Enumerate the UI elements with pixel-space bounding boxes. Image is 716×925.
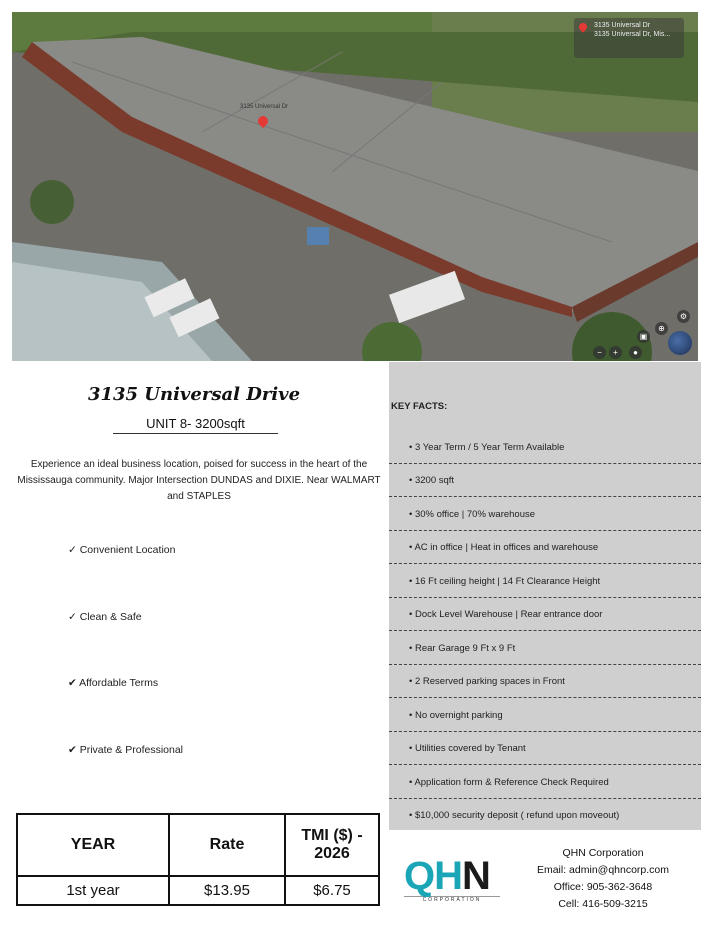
key-fact-text: • $10,000 security deposit ( refund upon moveout) [409, 810, 620, 821]
property-description: Experience an ideal business location, poised for success in the heart of the Mississauga community. Major Intersection DUNDAS and DIXIE. Near WALMART and STAPLES [17, 459, 381, 502]
rates-header-row [17, 814, 379, 876]
key-fact-text: • 16 Ft ceiling height | 14 Ft Clearance Height [409, 576, 601, 587]
company-name: QHN Corporation [562, 847, 644, 859]
highlight-item: ✓ Clean & Safe [68, 611, 142, 623]
map-info-address: 3135 Universal Dr, Mis... [594, 31, 671, 38]
key-fact-item [389, 766, 701, 799]
street-view-icon[interactable]: ● [629, 346, 642, 359]
unit-subtitle: UNIT 8- 3200sqft [113, 416, 278, 434]
zoom-in-icon[interactable]: + [609, 346, 622, 359]
logo-text: QHN [404, 854, 490, 898]
building-label: 3135 Universal Dr [240, 104, 289, 110]
contact-email[interactable]: Email: admin@qhncorp.com [536, 864, 670, 876]
logo-letters [404, 856, 504, 896]
contact-office-phone[interactable]: Office: 905-362-3648 [553, 881, 653, 893]
settings-icon[interactable]: ⚙ [677, 310, 690, 323]
view-3d-icon[interactable]: ▣ [637, 330, 650, 343]
cell-tmi: $6.75 [285, 876, 379, 905]
key-fact-text: • Utilities covered by Tenant [409, 743, 526, 754]
key-fact-item [389, 632, 701, 665]
header-rate: Rate [169, 814, 285, 876]
map-info-box[interactable] [574, 18, 684, 58]
key-fact-item [389, 431, 701, 464]
key-fact-text: • No overnight parking [409, 710, 503, 721]
contact-cell-phone[interactable]: Cell: 416-509-3215 [558, 898, 648, 910]
zoom-out-icon[interactable]: − [593, 346, 606, 359]
key-fact-item [389, 799, 701, 832]
key-fact-text: • Rear Garage 9 Ft x 9 Ft [409, 643, 516, 654]
key-fact-item [389, 565, 701, 598]
property-title: 3135 Universal Drive [87, 384, 301, 405]
key-fact-text: • 30% office | 70% warehouse [409, 509, 536, 520]
company-logo [404, 856, 504, 906]
property-summary [0, 362, 388, 802]
key-fact-item [389, 598, 701, 631]
highlight-item: ✔ Affordable Terms [68, 677, 159, 689]
aerial-photo [12, 12, 698, 361]
globe-icon[interactable] [668, 331, 692, 355]
logo-subtitle: CORPORATION [404, 896, 500, 903]
header-tmi: TMI ($) - 2026 [285, 814, 379, 876]
key-fact-item [389, 531, 701, 564]
key-fact-item [389, 665, 701, 698]
key-fact-item [389, 732, 701, 765]
key-fact-text: • 2 Reserved parking spaces in Front [409, 676, 565, 687]
key-facts-title: KEY FACTS: [391, 401, 448, 412]
highlight-item: ✔ Private & Professional [68, 744, 184, 756]
cell-rate: $13.95 [169, 876, 285, 905]
key-fact-item [389, 699, 701, 732]
highlight-item: ✓ Convenient Location [68, 544, 176, 556]
key-fact-text: • Application form & Reference Check Required [409, 777, 609, 788]
key-fact-item [389, 498, 701, 531]
header-year: YEAR [17, 814, 169, 876]
contact-block [518, 845, 688, 913]
key-fact-text: • Dock Level Warehouse | Rear entrance door [409, 609, 603, 620]
key-fact-item [389, 464, 701, 497]
key-fact-text: • 3 Year Term / 5 Year Term Available [409, 442, 565, 453]
map-info-title: 3135 Universal Dr [594, 22, 651, 29]
table-row [17, 876, 379, 905]
key-fact-text: • AC in office | Heat in offices and warehouse [409, 542, 599, 553]
aerial-image [12, 12, 698, 361]
key-facts-panel [389, 362, 701, 830]
key-fact-text: • 3200 sqft [409, 475, 455, 486]
cell-year: 1st year [17, 876, 169, 905]
compass-icon[interactable]: ⊕ [655, 322, 668, 335]
map-pin-icon [577, 21, 588, 32]
rates-table [16, 813, 380, 906]
